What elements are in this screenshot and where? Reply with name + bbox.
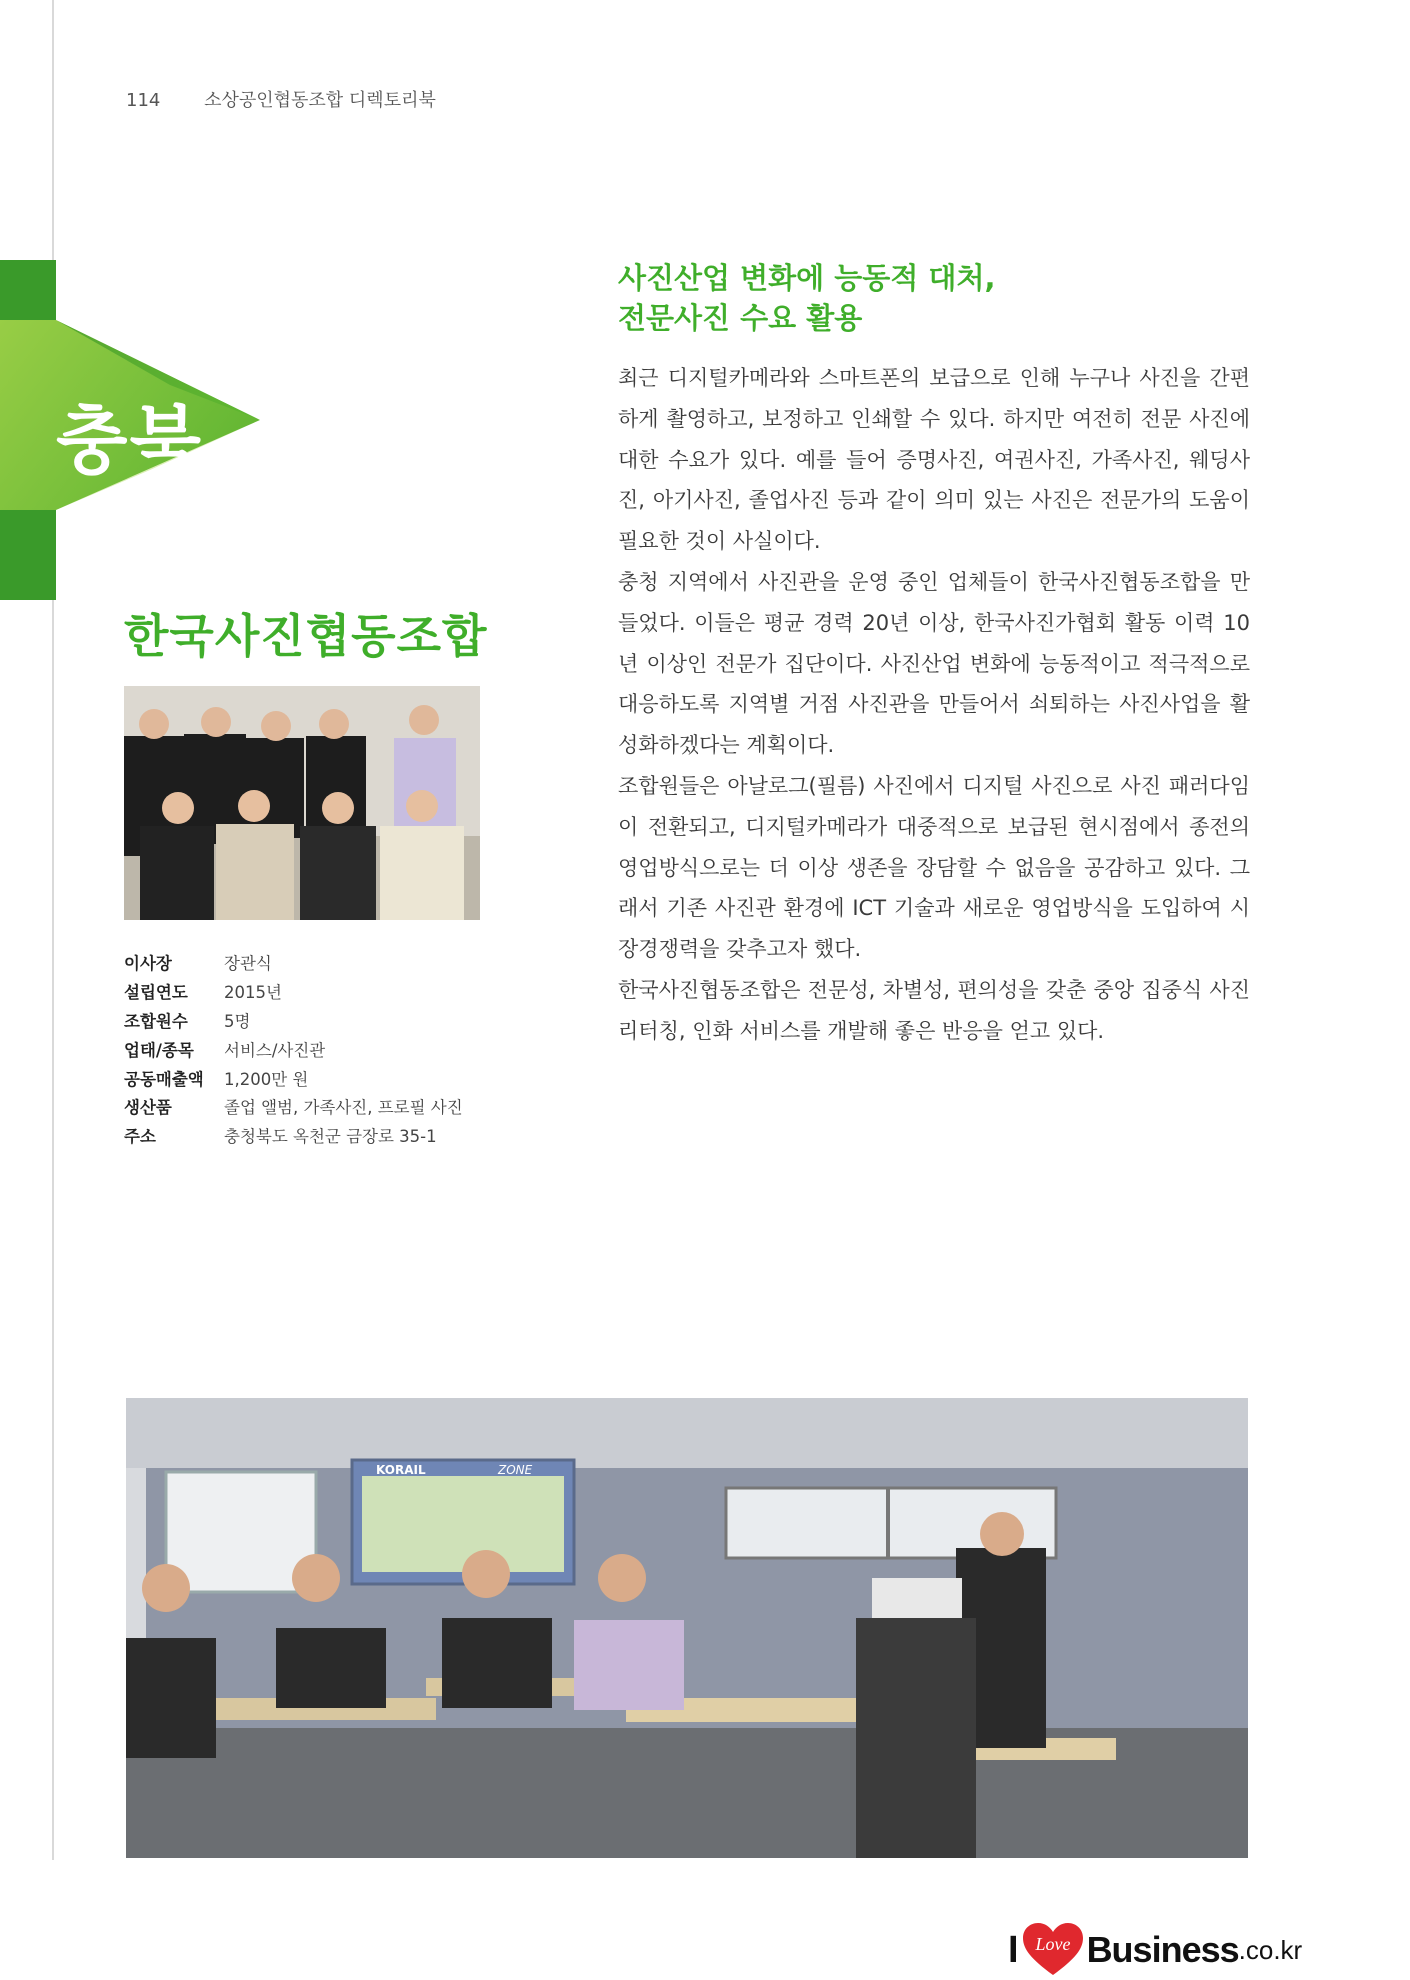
info-row	[124, 1006, 463, 1035]
article-body	[618, 358, 1250, 1052]
organization-name: 한국사진협동조합	[124, 609, 488, 663]
info-value: 2015년	[224, 983, 282, 1003]
footer-logo	[1008, 1920, 1302, 1980]
region-label: 충북	[56, 398, 203, 484]
group-photo	[124, 686, 480, 920]
info-row	[124, 1121, 463, 1150]
info-row	[124, 1034, 463, 1063]
article-paragraph: 충청 지역에서 사진관을 운영 중인 업체들이 한국사진협동조합을 만들었다. 이들은 평균 경력 20년 이상, 한국사진가협회 활동 이력 10년 이상인 전문가 집단이다. 사진산업 변화에 능동적이고 적극적으로 대응하도록 지역별 거점 사진관을 만들어서 쇠퇴하는 사진사업을 활성화하겠다는 계획이다.	[618, 569, 1250, 758]
info-label: 이사장	[124, 954, 172, 974]
article-paragraph: 한국사진협동조합은 전문성, 차별성, 편의성을 갖춘 중앙 집중식 사진 리터칭, 인화 서비스를 개발해 좋은 반응을 얻고 있다.	[618, 977, 1250, 1043]
article-paragraph: 조합원들은 아날로그(필름) 사진에서 디지털 사진으로 사진 패러다임이 전환되고, 디지털카메라가 대중적으로 보급된 현시점에서 종전의 영업방식으로는 더 이상 생존을 장담할 수 없음을 공감하고 있다. 그래서 기존 사진관 환경에 ICT 기술과 새로운 영업방식을 도입하여 시장경쟁력을 갖추고자 했다.	[618, 773, 1250, 962]
book-title: 소상공인협동조합 디렉토리북	[204, 90, 436, 111]
article-paragraph: 최근 디지털카메라와 스마트폰의 보급으로 인해 누구나 사진을 간편하게 촬영하고, 보정하고 인쇄할 수 있다. 하지만 여전히 전문 사진에 대한 수요가 있다. 예를 들어 증명사진, 여권사진, 가족사진, 웨딩사진, 아기사진, 졸업사진 등과 같이 의미 있는 사진은 전문가의 도움이 필요한 것이 사실이다.	[618, 366, 1250, 554]
logo-i: I	[1008, 1928, 1019, 1971]
page-header	[126, 86, 436, 112]
page-number: 114	[126, 90, 161, 111]
info-value: 5명	[224, 1011, 251, 1031]
info-row	[124, 948, 463, 977]
logo-domain: .co.kr	[1238, 1934, 1303, 1965]
info-label: 주소	[124, 1127, 156, 1147]
subtitle-line-1: 사진산업 변화에 능동적 대처,	[618, 261, 996, 295]
info-row	[124, 977, 463, 1006]
sign-zone: ZONE	[498, 1463, 533, 1477]
info-value: 충청북도 옥천군 금장로 35-1	[224, 1127, 437, 1147]
info-value: 장관식	[224, 954, 272, 974]
info-label: 업태/종목	[124, 1040, 194, 1060]
info-value: 서비스/사진관	[224, 1040, 326, 1060]
organization-info	[124, 948, 463, 1150]
meeting-photo	[126, 1398, 1248, 1858]
info-label: 조합원수	[124, 1011, 188, 1031]
info-row	[124, 1092, 463, 1121]
info-row	[124, 1063, 463, 1092]
heart-icon	[1023, 1923, 1083, 1977]
article-subtitle	[618, 258, 995, 338]
logo-business: Business	[1086, 1929, 1239, 1970]
subtitle-line-2: 전문사진 수요 활용	[618, 301, 863, 335]
info-label: 공동매출액	[124, 1069, 204, 1089]
info-value: 1,200만 원	[224, 1069, 309, 1089]
sign-korail: KORAIL	[376, 1463, 426, 1477]
info-label: 생산품	[124, 1098, 172, 1118]
logo-love: Love	[1035, 1934, 1071, 1954]
info-value: 졸업 앨범, 가족사진, 프로필 사진	[224, 1098, 463, 1118]
info-label: 설립연도	[124, 983, 188, 1003]
